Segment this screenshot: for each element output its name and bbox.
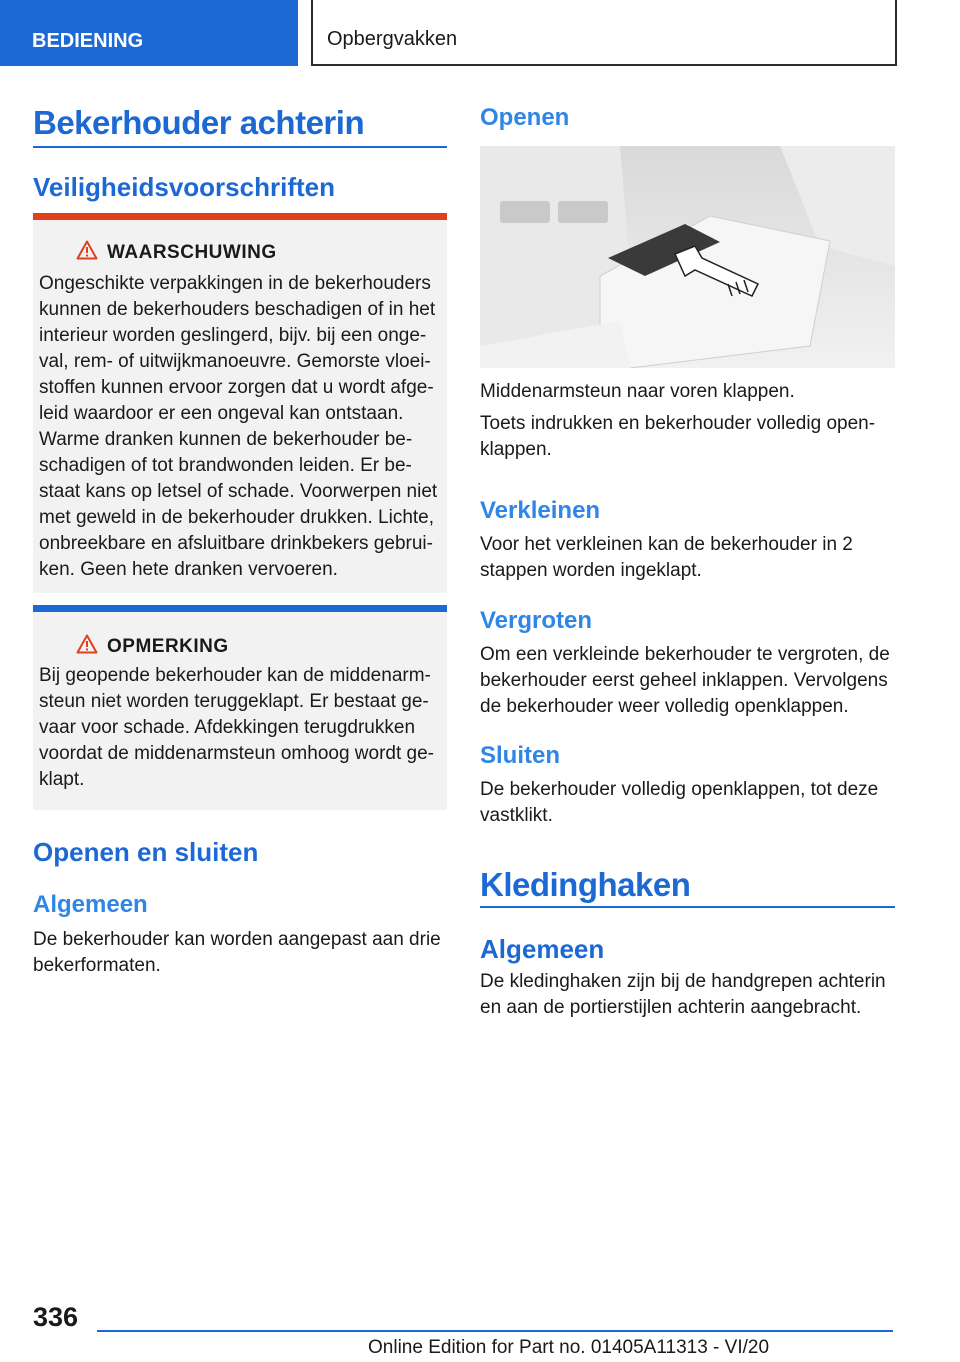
cupholder-illustration — [480, 146, 895, 368]
reduce-text: Voor het verkleinen kan de bekerhouder in 2 stappen worden ingeklapt. — [480, 534, 853, 581]
section-tab — [0, 0, 298, 66]
open-heading: Openen — [480, 104, 570, 131]
hooks-title: Kledinghaken — [480, 866, 691, 903]
warning-triangle-icon — [76, 634, 98, 654]
footer-rule — [97, 1330, 893, 1332]
page-number: 336 — [33, 1302, 79, 1332]
hooks-general-text: De kledinghaken zijn bij de handgrepen achterin en aan de portierstijlen achterin aangebracht. — [480, 971, 886, 1018]
enlarge-text: Om een verkleinde bekerhouder te vergroten, de bekerhouder eerst geheel inklappen. Vervolgens de bekerhouder weer volledig openklappen. — [480, 644, 890, 717]
safety-heading: Veiligheidsvoorschriften — [33, 172, 335, 202]
hooks-general-heading: Algemeen — [480, 934, 605, 964]
general-text: De bekerhouder kan worden aangepast aan drie bekerformaten. — [33, 929, 441, 976]
warning-triangle-icon — [76, 240, 98, 260]
close-text: De bekerhouder volledig openklappen, tot deze vastklikt. — [480, 779, 879, 826]
hooks-rule — [480, 906, 895, 908]
open-step-2: Toets indrukken en bekerhouder volledig open-klappen. — [480, 413, 876, 460]
note-title: OPMERKING — [107, 636, 229, 657]
open-close-heading: Openen en sluiten — [33, 837, 259, 867]
topic-tab — [311, 0, 897, 66]
close-heading: Sluiten — [480, 742, 561, 769]
note-box — [33, 605, 447, 810]
topic-label: Opbergvakken — [327, 28, 458, 50]
open-step-1: Middenarmsteun naar voren klappen. — [480, 381, 795, 402]
warning-text: Ongeschikte verpakkingen in de bekerhouders kunnen de bekerhouders beschadigen of in het interieur worden geslingerd, bijv. bij een onge-val, rem- of uitwijkmanoeuvre. Gemorste vloei-stoffen kunnen ervoor zorgen dat u wordt afge-leid waardoor er een ongeval kan ontstaan. Warme dranken kunnen de bekerhouder be-schadigen of tot brandwonden leiden. Er be-staat kans op letsel of schade. Voorwerpen niet met geweld in de bekerhouder drukken. Lichte, onbreekbare en afsluitbare drinkbekers gebrui-ken. Geen hete dranken vervoeren. — [39, 273, 438, 580]
note-text: Bij geopende bekerhouder kan de middenarm-steun niet worden teruggeklapt. Er bestaat ge-vaar voor schade. Afdekkingen terugdrukken voordat de middenarmsteun omhoog wordt ge-klapt. — [39, 665, 435, 790]
reduce-heading: Verkleinen — [480, 497, 601, 524]
warning-bar — [33, 213, 447, 220]
title-rule — [33, 146, 447, 148]
section-label: BEDIENING — [32, 30, 144, 52]
footer-edition: Online Edition for Part no. 01405A11313 - VI/20 — [368, 1337, 770, 1358]
page-title: Bekerhouder achterin — [33, 104, 365, 141]
warning-title: WAARSCHUWING — [107, 242, 277, 263]
warning-box — [33, 213, 447, 593]
enlarge-heading: Vergroten — [480, 607, 593, 634]
note-bar — [33, 605, 447, 612]
page-header — [0, 0, 960, 66]
general-heading: Algemeen — [33, 891, 148, 918]
cupholder-image — [480, 146, 895, 368]
